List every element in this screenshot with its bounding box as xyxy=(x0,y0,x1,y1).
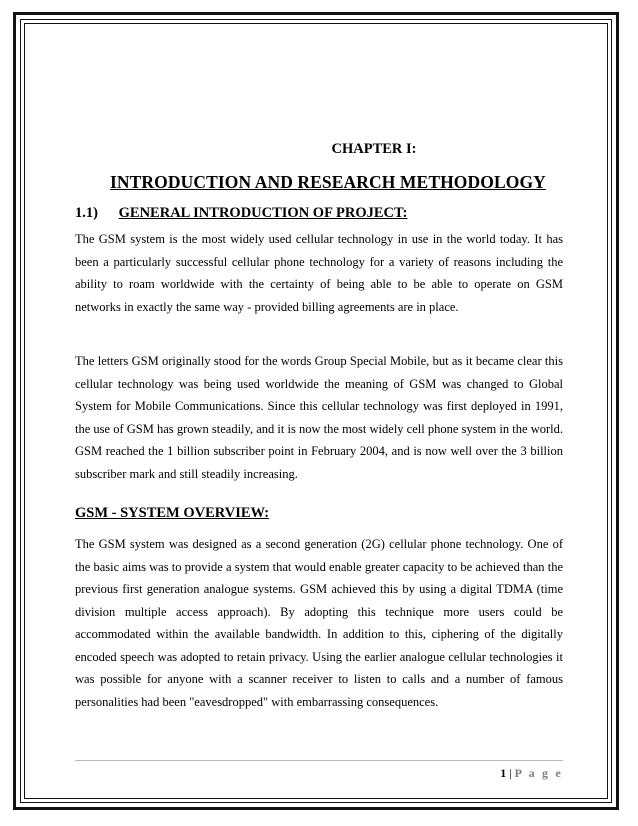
chapter-label: CHAPTER I: xyxy=(331,141,417,157)
footer-divider xyxy=(75,760,563,761)
subheading-system-overview: GSM - SYSTEM OVERVIEW: xyxy=(75,505,270,521)
section-title: GENERAL INTRODUCTION OF PROJECT: xyxy=(118,205,408,221)
paragraph-gsm-history: The letters GSM originally stood for the words Group Special Mobile, but as it became clear this cellular technology was being used worldwide the meaning of GSM was changed to Global System for Mobile Communications. Since this cellular technology was first deployed in 1991, the use of GSM has grown steadily, and it is now the most widely cell phone system in the world. GSM reached the 1 billion subscriber point in February 2004, and is now well over the 3 billion subscriber mark and still steadily increasing. xyxy=(75,354,563,481)
main-title: INTRODUCTION AND RESEARCH METHODOLOGY xyxy=(110,172,546,192)
page-number: 1 xyxy=(500,766,507,780)
footer-separator: | xyxy=(509,766,512,780)
section-number: 1.1) xyxy=(75,205,98,221)
section-heading xyxy=(75,205,407,222)
page-label: P a g e xyxy=(514,766,563,780)
paragraph-gsm-intro: The GSM system is the most widely used cellular technology in use in the world today. It has been a particularly successful cellular phone technology for a variety of reasons including the ability to roam worldwide with the certainty of being able to be able to operate on GSM networks in exactly the same way - provided billing agreements are in place. xyxy=(75,232,563,314)
page-footer xyxy=(500,766,563,781)
paragraph-system-overview: The GSM system was designed as a second generation (2G) cellular phone technology. One of the basic aims was to provide a system that would enable greater capacity to be achieved than the previous first generation analogue systems. GSM achieved this by using a digital TDMA (time division multiple access approach). By adopting this technique more users could be accommodated within the available bandwidth. In addition to this, ciphering of the digitally encoded speech was adopted to retain privacy. Using the earlier analogue cellular technologies it was possible for anyone with a scanner receiver to listen to calls and a number of famous personalities had been "eavesdropped" with embarrassing consequences. xyxy=(75,537,563,709)
